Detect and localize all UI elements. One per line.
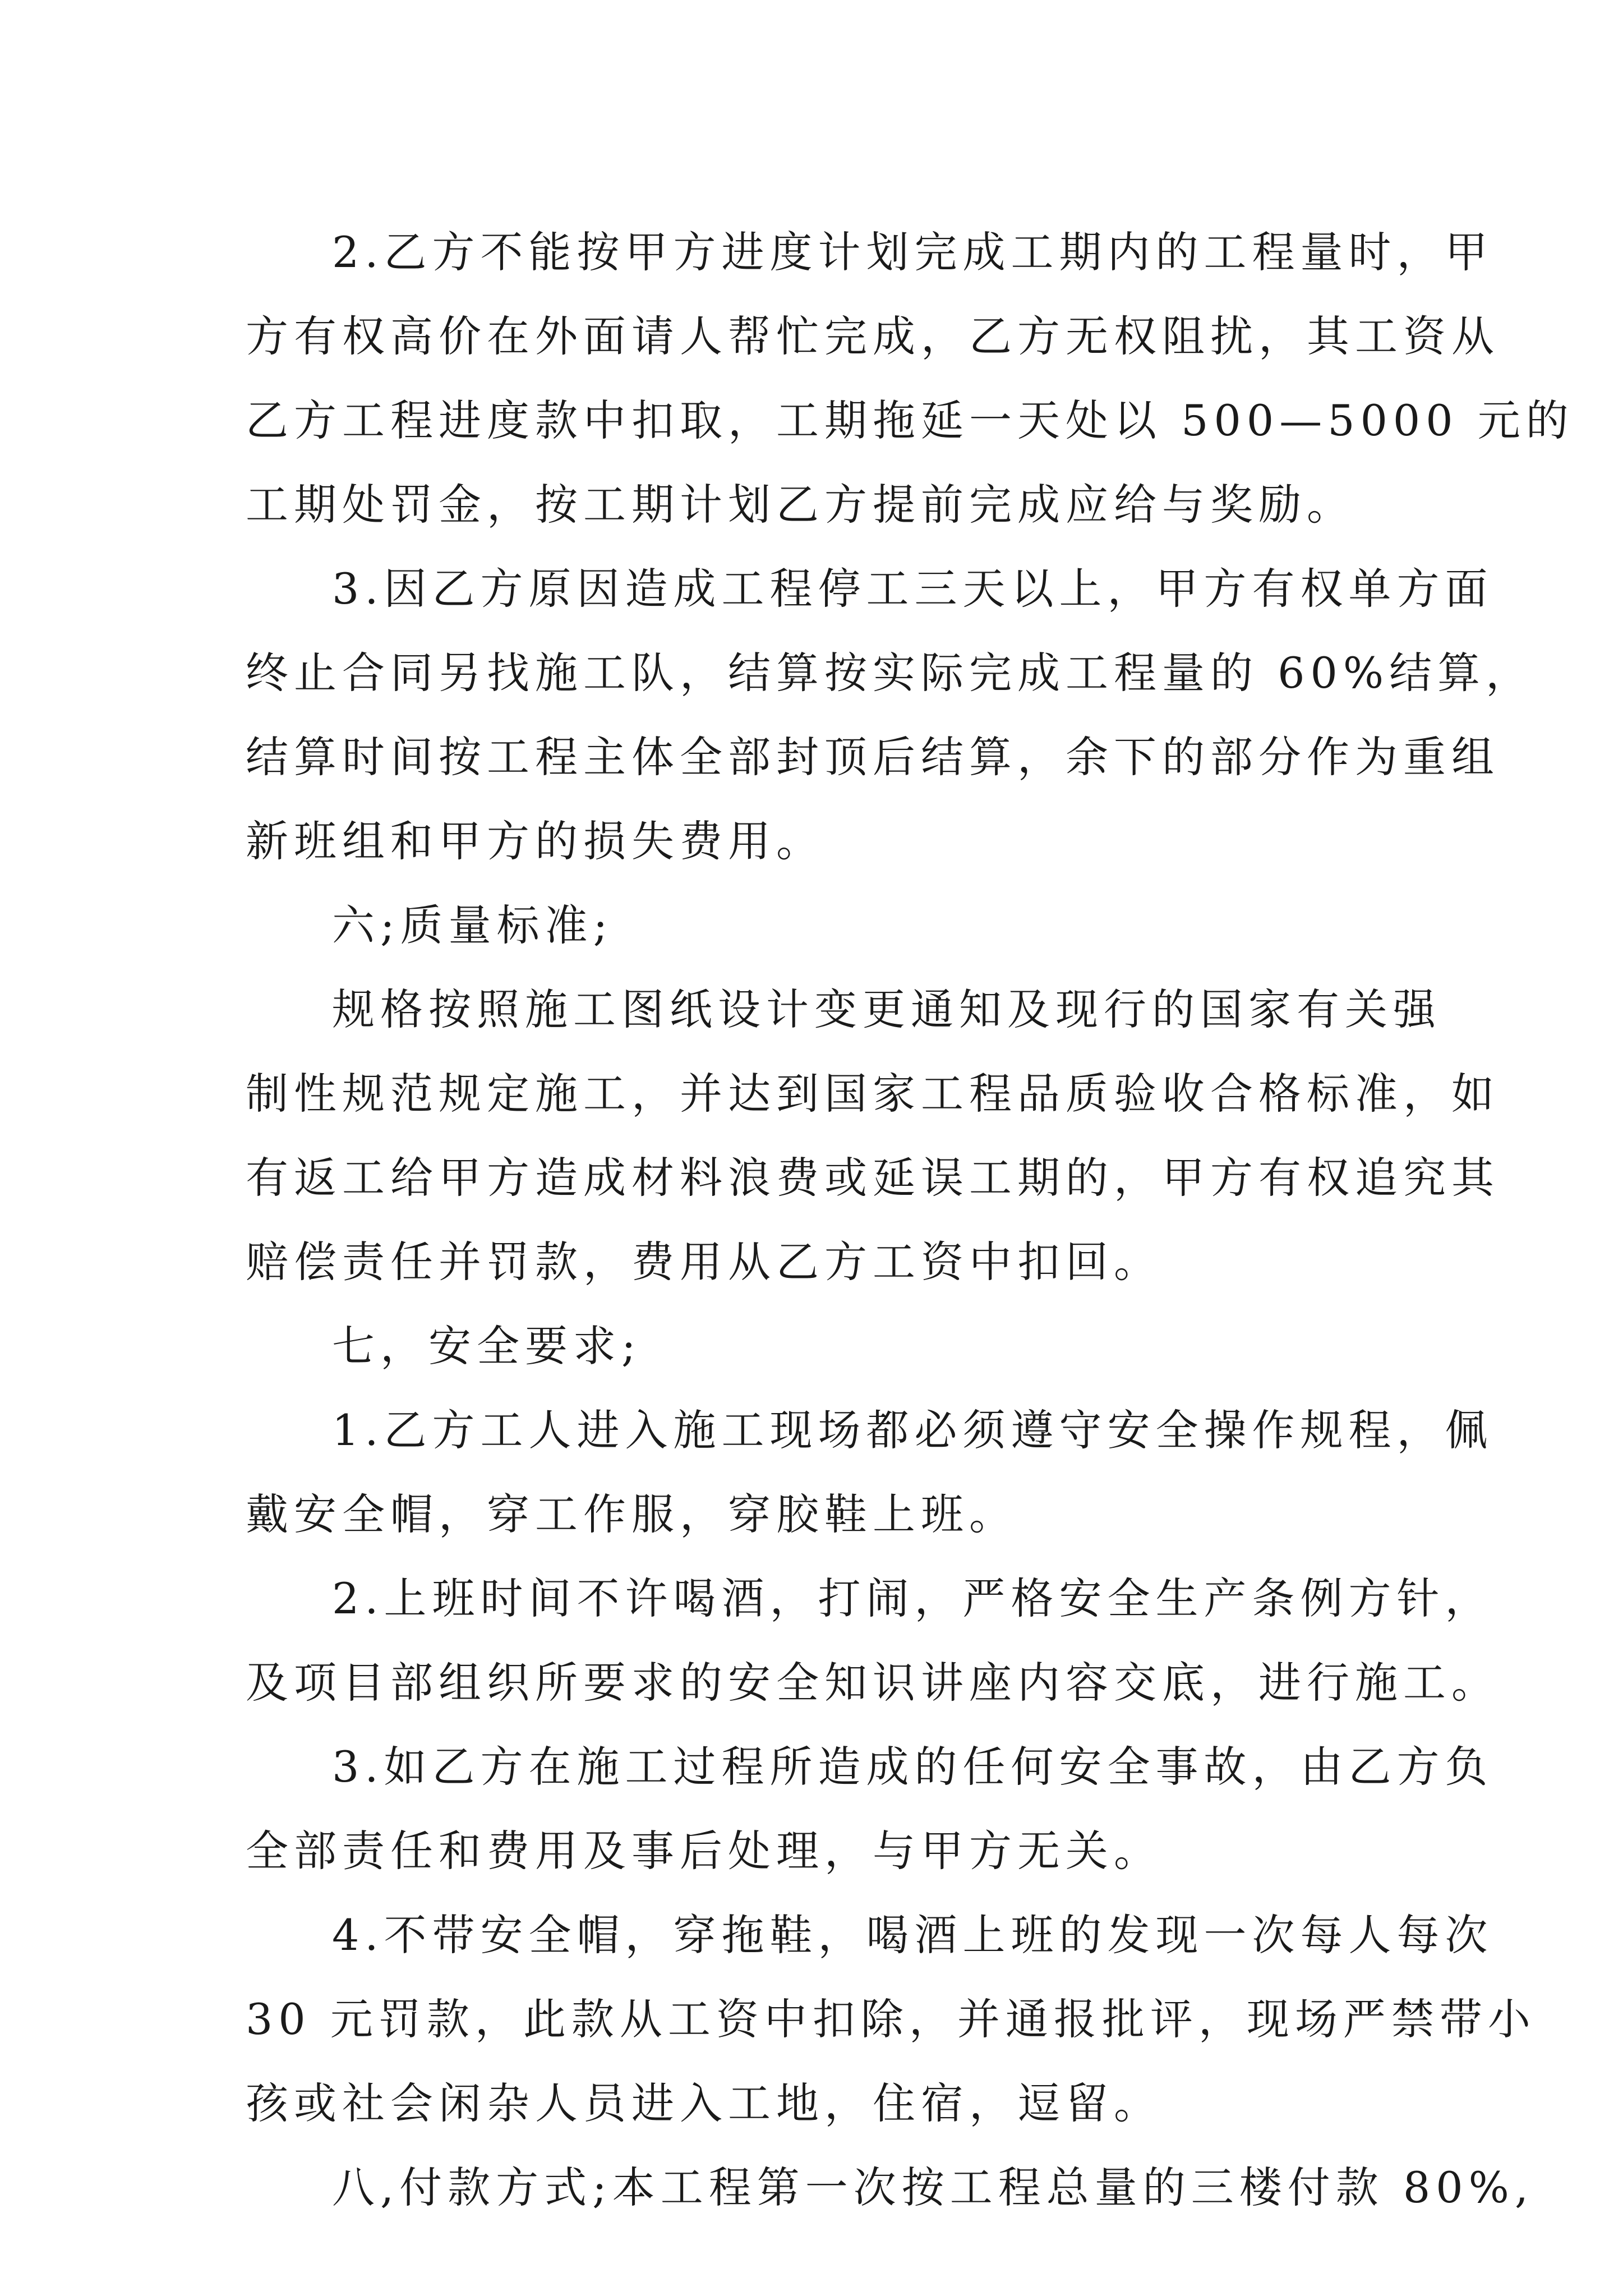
text-line: 4.不带安全帽，穿拖鞋，喝酒上班的发现一次每人每次 [332, 1910, 1493, 1960]
section-heading: 六;质量标准; [332, 900, 614, 950]
text-line: 工期处罚金，按工期计划乙方提前完成应给与奖励。 [246, 480, 1355, 530]
text-line: 2.乙方不能按甲方进度计划完成工期内的工程量时，甲 [332, 227, 1493, 277]
text-line: 制性规范规定施工，并达到国家工程品质验收合格标准，如 [246, 1069, 1500, 1119]
text-line: 新班组和甲方的损失费用。 [246, 816, 824, 866]
text-line: 乙方工程进度款中扣取，工期拖延一天处以 500—5000 元的 [246, 395, 1574, 445]
text-line: 30 元罚款，此款从工资中扣除，并通报批评，现场严禁带小 [246, 1994, 1536, 2044]
text-line: 3.因乙方原因造成工程停工三天以上，甲方有权单方面 [332, 564, 1493, 614]
text-line: 全部责任和费用及事后处理，与甲方无关。 [246, 1826, 1162, 1876]
text-line: 方有权高价在外面请人帮忙完成，乙方无权阻扰，其工资从 [246, 311, 1500, 361]
text-line: 规格按照施工图纸设计变更通知及现行的国家有关强 [332, 984, 1441, 1034]
text-line: 3.如乙方在施工过程所造成的任何安全事故，由乙方负 [332, 1742, 1493, 1792]
text-line: 有返工给甲方造成材料浪费或延误工期的，甲方有权追究其 [246, 1153, 1500, 1203]
text-line: 及项目部组织所要求的安全知识讲座内容交底，进行施工。 [246, 1658, 1500, 1708]
document-body [246, 210, 1574, 2230]
section-heading: 八,付款方式;本工程第一次按工程总量的三楼付款 80%, [332, 2162, 1534, 2212]
text-line: 赔偿责任并罚款，费用从乙方工资中扣回。 [246, 1237, 1162, 1287]
text-line: 2.上班时间不许喝酒，打闹，严格安全生产条例方针， [332, 1573, 1493, 1623]
text-line: 1.乙方工人进入施工现场都必须遵守安全操作规程，佩 [332, 1405, 1493, 1455]
text-line: 终止合同另找施工队，结算按实际完成工程量的 60%结算， [246, 648, 1534, 698]
section-heading: 七，安全要求; [332, 1321, 642, 1371]
text-line: 戴安全帽，穿工作服，穿胶鞋上班。 [246, 1489, 1017, 1539]
text-line: 孩或社会闲杂人员进入工地，住宿，逗留。 [246, 2078, 1162, 2128]
text-line: 结算时间按工程主体全部封顶后结算，余下的部分作为重组 [246, 732, 1500, 782]
